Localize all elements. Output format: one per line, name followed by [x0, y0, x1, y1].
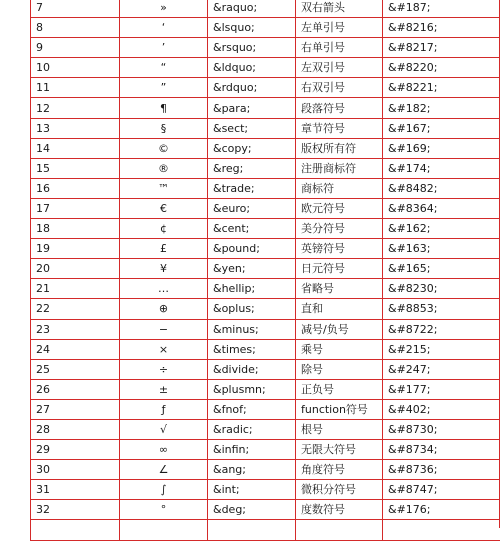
symbol-glyph: ©: [144, 139, 184, 158]
row-number-cell: 21: [31, 279, 120, 299]
entity-code-cell: &#8730;: [383, 419, 500, 439]
table-row: [31, 419, 500, 439]
row-number-cell: 8: [31, 18, 120, 38]
symbol-glyph: ×: [144, 340, 184, 359]
entity-code-cell: &#167;: [383, 118, 500, 138]
symbol-glyph: …: [144, 279, 184, 298]
symbol-glyph: ’: [144, 38, 184, 57]
description-cell: 除号: [296, 359, 383, 379]
symbol-glyph: »: [144, 0, 184, 17]
row-number-cell: 11: [31, 78, 120, 98]
table-row: [31, 219, 500, 239]
row-number-cell: 9: [31, 38, 120, 58]
entity-code-cell: &#8482;: [383, 178, 500, 198]
entity-code-cell: &#8216;: [383, 18, 500, 38]
entity-name-cell: &ang;: [208, 460, 296, 480]
entity-table-body: [31, 0, 500, 540]
symbol-glyph: ÷: [144, 360, 184, 379]
table-row: [31, 259, 500, 279]
html-entity-table: [30, 0, 500, 541]
entity-code-cell: &#169;: [383, 138, 500, 158]
symbol-cell: [120, 520, 208, 540]
symbol-glyph: √: [144, 420, 184, 439]
table-row: [31, 359, 500, 379]
row-number-cell: 15: [31, 158, 120, 178]
table-row: [31, 78, 500, 98]
symbol-cell: [120, 379, 208, 399]
symbol-glyph: £: [144, 239, 184, 258]
description-cell: 无限大符号: [296, 440, 383, 460]
symbol-glyph: −: [144, 320, 184, 339]
entity-code-cell: &#8217;: [383, 38, 500, 58]
entity-code-cell: &#402;: [383, 399, 500, 419]
entity-name-cell: &cent;: [208, 219, 296, 239]
entity-code-cell: &#162;: [383, 219, 500, 239]
row-number-cell: 10: [31, 58, 120, 78]
description-cell: [296, 520, 383, 540]
symbol-cell: [120, 178, 208, 198]
description-cell: 角度符号: [296, 460, 383, 480]
symbol-cell: [120, 138, 208, 158]
table-row: [31, 339, 500, 359]
symbol-cell: [120, 98, 208, 118]
entity-code-cell: &#8736;: [383, 460, 500, 480]
symbol-cell: [120, 339, 208, 359]
symbol-glyph: ‘: [144, 18, 184, 37]
symbol-cell: [120, 259, 208, 279]
symbol-cell: [120, 500, 208, 520]
entity-name-cell: &sect;: [208, 118, 296, 138]
entity-name-cell: &radic;: [208, 419, 296, 439]
table-row: [31, 500, 500, 520]
entity-code-cell: &#8220;: [383, 58, 500, 78]
entity-name-cell: &deg;: [208, 500, 296, 520]
description-cell: 欧元符号: [296, 198, 383, 218]
table-row: [31, 480, 500, 500]
symbol-glyph: ⊕: [144, 299, 184, 318]
symbol-glyph: €: [144, 199, 184, 218]
entity-code-cell: &#8221;: [383, 78, 500, 98]
row-number-cell: 31: [31, 480, 120, 500]
table-row: [31, 379, 500, 399]
row-number-cell: 19: [31, 239, 120, 259]
table-row: [31, 520, 500, 540]
entity-name-cell: &para;: [208, 98, 296, 118]
description-cell: 日元符号: [296, 259, 383, 279]
entity-name-cell: &trade;: [208, 178, 296, 198]
entity-code-cell: &#8853;: [383, 299, 500, 319]
entity-code-cell: &#247;: [383, 359, 500, 379]
description-cell: 左单引号: [296, 18, 383, 38]
table-row: [31, 118, 500, 138]
symbol-cell: [120, 118, 208, 138]
row-number-cell: 30: [31, 460, 120, 480]
symbol-cell: [120, 279, 208, 299]
row-number-cell: 27: [31, 399, 120, 419]
table-row: [31, 299, 500, 319]
table-row: [31, 198, 500, 218]
symbol-cell: [120, 480, 208, 500]
entity-code-cell: &#163;: [383, 239, 500, 259]
symbol-glyph: ∫: [144, 480, 184, 499]
symbol-cell: [120, 359, 208, 379]
table-row: [31, 440, 500, 460]
entity-code-cell: &#174;: [383, 158, 500, 178]
table-row: [31, 58, 500, 78]
symbol-cell: [120, 18, 208, 38]
table-row: [31, 98, 500, 118]
row-number-cell: 25: [31, 359, 120, 379]
entity-code-cell: &#165;: [383, 259, 500, 279]
row-number-cell: 7: [31, 0, 120, 18]
entity-name-cell: &rsquo;: [208, 38, 296, 58]
symbol-cell: [120, 38, 208, 58]
table-row: [31, 460, 500, 480]
table-row: [31, 38, 500, 58]
row-number-cell: 13: [31, 118, 120, 138]
symbol-glyph: ∞: [144, 440, 184, 459]
row-number-cell: 16: [31, 178, 120, 198]
entity-name-cell: &pound;: [208, 239, 296, 259]
table-row: [31, 239, 500, 259]
symbol-cell: [120, 198, 208, 218]
row-number-cell: 18: [31, 219, 120, 239]
entity-name-cell: &divide;: [208, 359, 296, 379]
symbol-cell: [120, 239, 208, 259]
symbol-glyph: ƒ: [144, 400, 184, 419]
description-cell: 段落符号: [296, 98, 383, 118]
entity-name-cell: &int;: [208, 480, 296, 500]
entity-name-cell: &copy;: [208, 138, 296, 158]
row-number-cell: 12: [31, 98, 120, 118]
description-cell: 右单引号: [296, 38, 383, 58]
symbol-glyph: ®: [144, 159, 184, 178]
entity-code-cell: &#182;: [383, 98, 500, 118]
row-number-cell: 22: [31, 299, 120, 319]
description-cell: 注册商标符: [296, 158, 383, 178]
entity-code-cell: &#8364;: [383, 198, 500, 218]
entity-name-cell: &rdquo;: [208, 78, 296, 98]
description-cell: 英镑符号: [296, 239, 383, 259]
symbol-cell: [120, 460, 208, 480]
symbol-cell: [120, 58, 208, 78]
entity-code-cell: [383, 520, 500, 540]
row-number-cell: 28: [31, 419, 120, 439]
row-number-cell: 29: [31, 440, 120, 460]
symbol-cell: [120, 319, 208, 339]
table-row: [31, 279, 500, 299]
description-cell: 减号/负号: [296, 319, 383, 339]
entity-code-cell: &#8722;: [383, 319, 500, 339]
symbol-glyph: ”: [144, 78, 184, 97]
entity-name-cell: &yen;: [208, 259, 296, 279]
row-number-cell: 26: [31, 379, 120, 399]
description-cell: 版权所有符: [296, 138, 383, 158]
row-number-cell: 14: [31, 138, 120, 158]
symbol-glyph: ™: [144, 179, 184, 198]
symbol-glyph: §: [144, 119, 184, 138]
entity-code-cell: &#177;: [383, 379, 500, 399]
description-cell: 商标符: [296, 178, 383, 198]
entity-name-cell: &fnof;: [208, 399, 296, 419]
symbol-glyph: °: [144, 500, 184, 519]
description-cell: 左双引号: [296, 58, 383, 78]
symbol-cell: [120, 78, 208, 98]
symbol-cell: [120, 440, 208, 460]
row-number-cell: 20: [31, 259, 120, 279]
entity-code-cell: &#187;: [383, 0, 500, 18]
entity-name-cell: &hellip;: [208, 279, 296, 299]
symbol-cell: [120, 158, 208, 178]
entity-code-cell: &#215;: [383, 339, 500, 359]
entity-name-cell: &infin;: [208, 440, 296, 460]
symbol-glyph: ±: [144, 380, 184, 399]
row-number-cell: 23: [31, 319, 120, 339]
entity-code-cell: &#8747;: [383, 480, 500, 500]
table-row: [31, 178, 500, 198]
entity-code-cell: &#8230;: [383, 279, 500, 299]
entity-code-cell: &#176;: [383, 500, 500, 520]
row-number-cell: 17: [31, 198, 120, 218]
description-cell: 省略号: [296, 279, 383, 299]
description-cell: 双右箭头: [296, 0, 383, 18]
table-row: [31, 18, 500, 38]
entity-code-cell: &#8734;: [383, 440, 500, 460]
description-cell: 根号: [296, 419, 383, 439]
description-cell: 微积分符号: [296, 480, 383, 500]
description-cell: function符号: [296, 399, 383, 419]
symbol-glyph: ¥: [144, 259, 184, 278]
symbol-cell: [120, 399, 208, 419]
row-number-cell: 24: [31, 339, 120, 359]
description-cell: 美分符号: [296, 219, 383, 239]
symbol-glyph: ∠: [144, 460, 184, 479]
entity-name-cell: &plusmn;: [208, 379, 296, 399]
entity-name-cell: &euro;: [208, 198, 296, 218]
description-cell: 乘号: [296, 339, 383, 359]
entity-name-cell: &ldquo;: [208, 58, 296, 78]
row-number-cell: 32: [31, 500, 120, 520]
symbol-cell: [120, 419, 208, 439]
description-cell: 右双引号: [296, 78, 383, 98]
symbol-glyph: “: [144, 58, 184, 77]
entity-name-cell: &minus;: [208, 319, 296, 339]
entity-name-cell: &reg;: [208, 158, 296, 178]
entity-name-cell: &lsquo;: [208, 18, 296, 38]
table-row: [31, 399, 500, 419]
table-row: [31, 319, 500, 339]
description-cell: 正负号: [296, 379, 383, 399]
symbol-cell: [120, 219, 208, 239]
symbol-glyph: ¶: [144, 99, 184, 118]
entity-name-cell: &oplus;: [208, 299, 296, 319]
row-number-cell: [31, 520, 120, 540]
entity-name-cell: &raquo;: [208, 0, 296, 18]
description-cell: 度数符号: [296, 500, 383, 520]
description-cell: 直和: [296, 299, 383, 319]
symbol-cell: [120, 299, 208, 319]
table-row: [31, 158, 500, 178]
entity-name-cell: &times;: [208, 339, 296, 359]
table-row: [31, 138, 500, 158]
symbol-cell: [120, 0, 208, 18]
symbol-glyph: ¢: [144, 219, 184, 238]
entity-name-cell: [208, 520, 296, 540]
table-row: [31, 0, 500, 18]
description-cell: 章节符号: [296, 118, 383, 138]
